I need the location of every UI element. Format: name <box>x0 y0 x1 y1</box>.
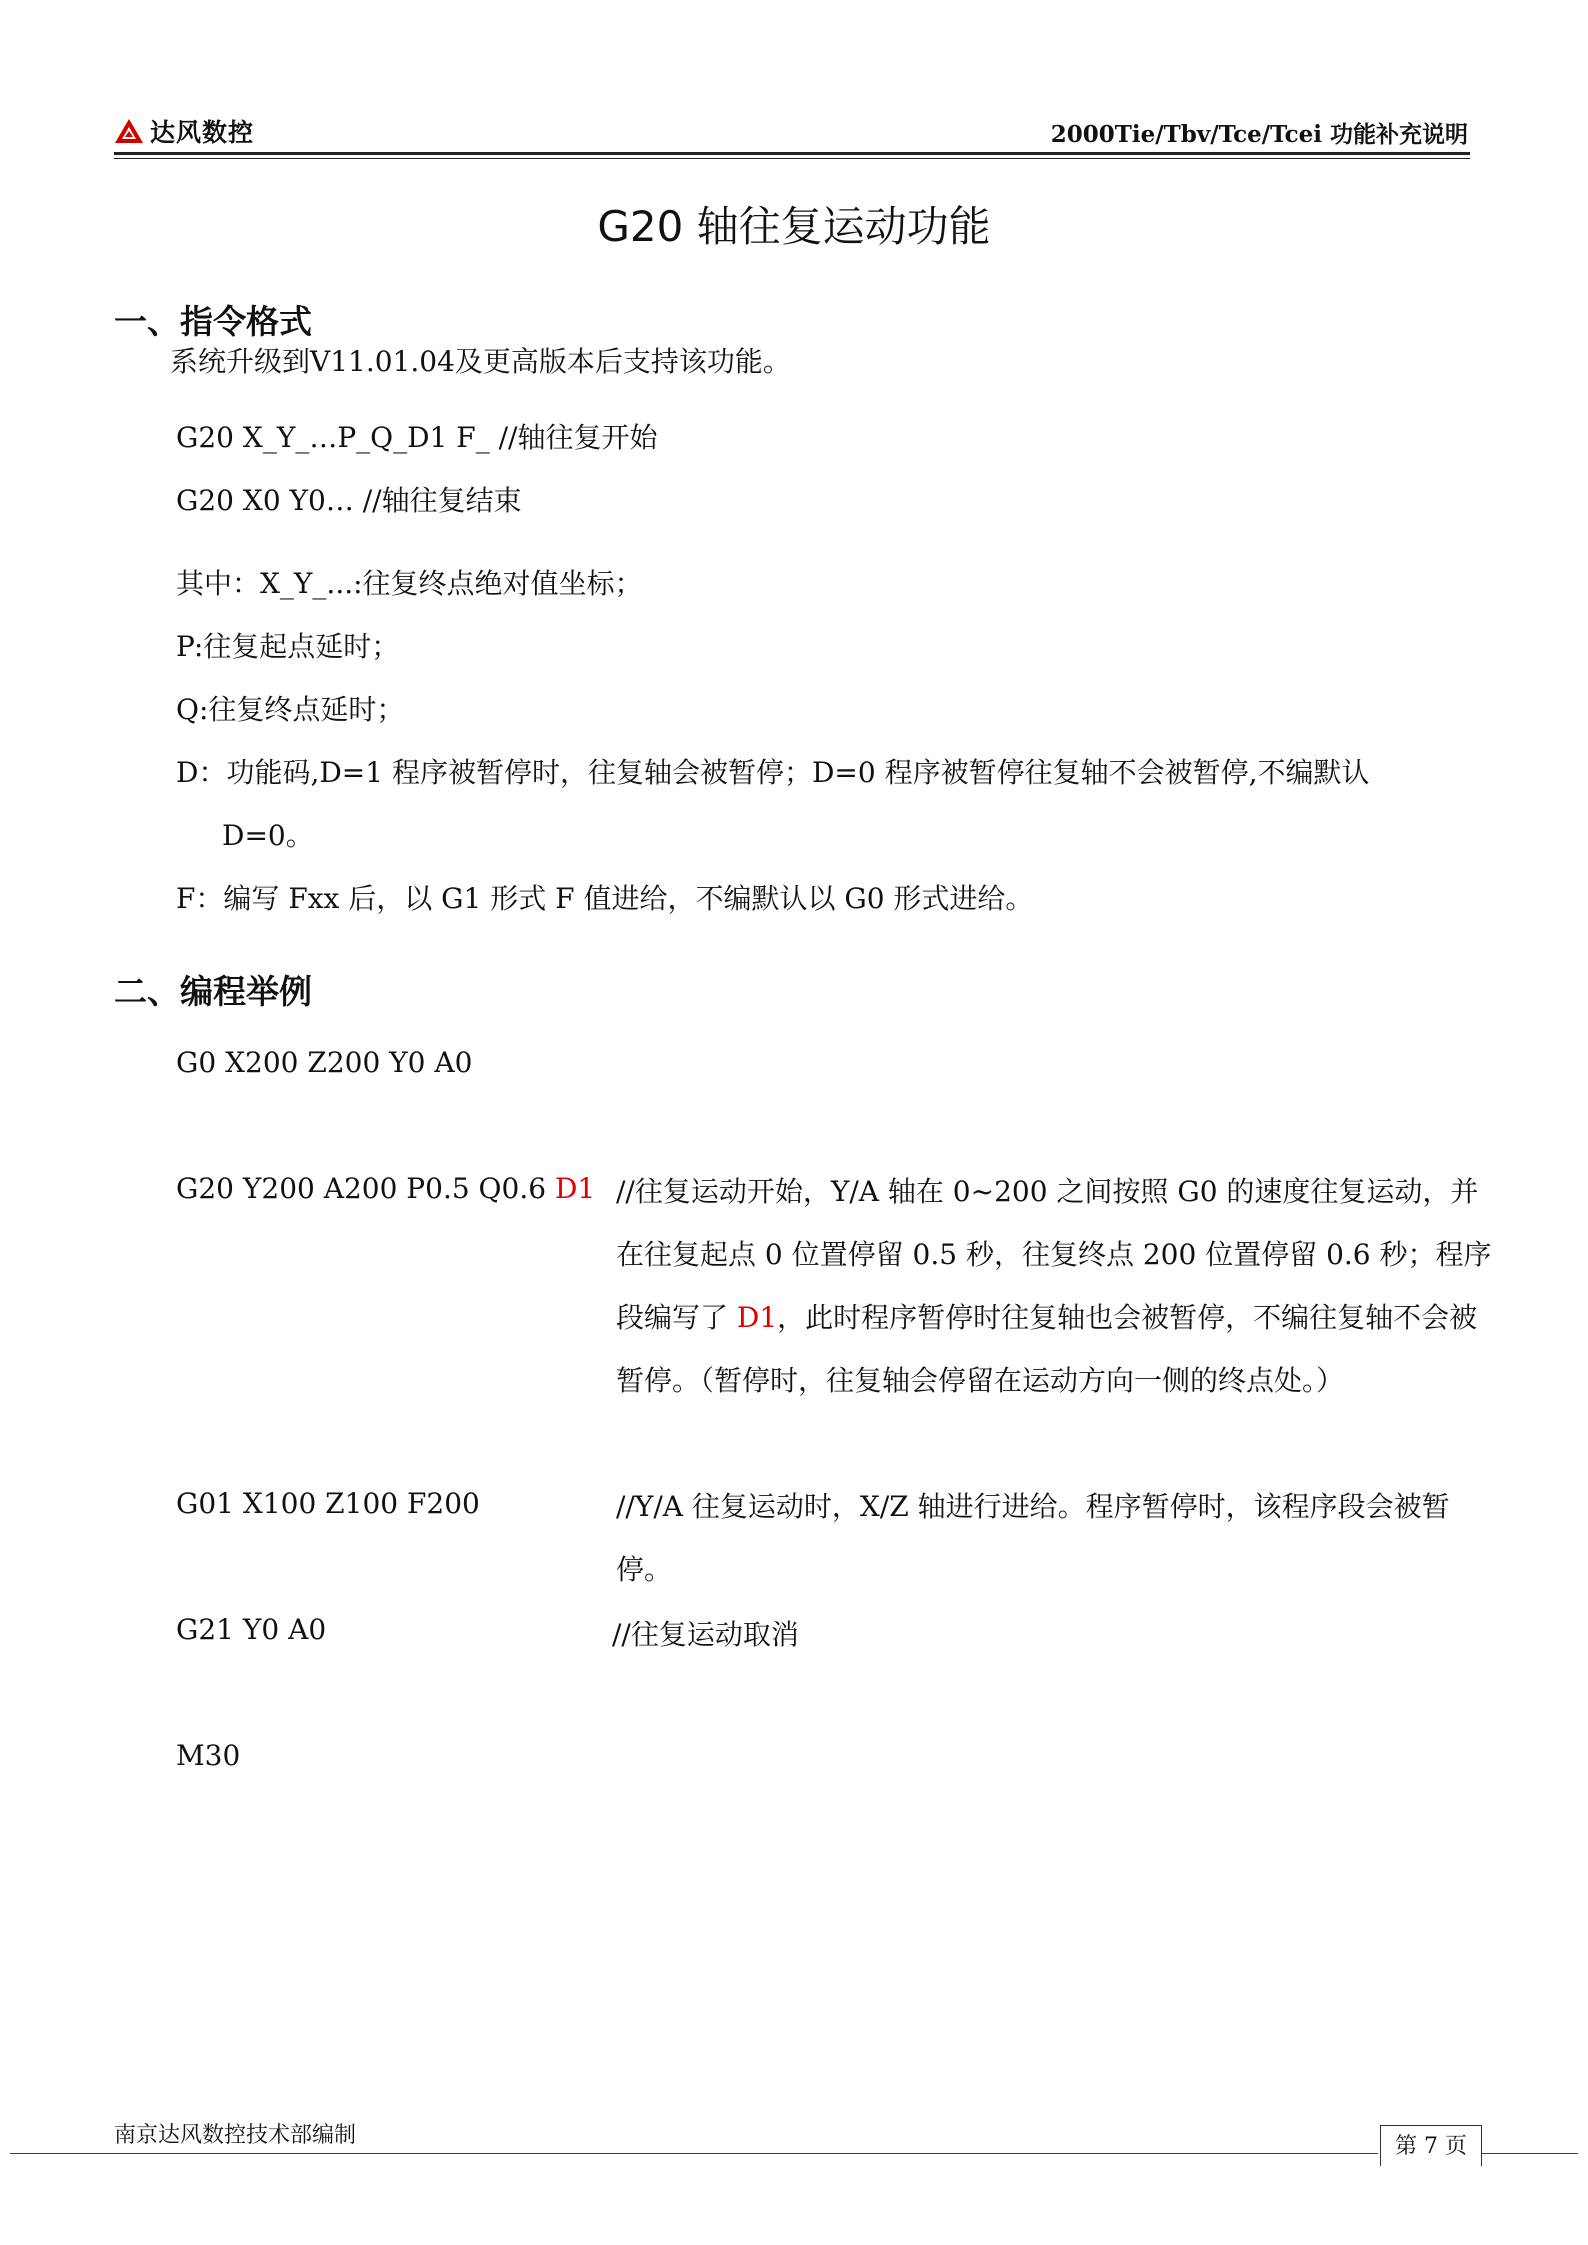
document-title: 2000Tie/Tbv/Tce/Tcei 功能补充说明 <box>1050 121 1468 148</box>
code-line-g21: G21 Y0 A0 <box>176 1613 327 1646</box>
page-title: G20 轴往复运动功能 <box>597 202 991 251</box>
param-d-line2: D=0。 <box>222 819 314 852</box>
footer-rule-right <box>1482 2153 1578 2154</box>
comment-g21: //往复运动取消 <box>612 1618 799 1651</box>
header-rule-thick <box>114 152 1470 155</box>
header-rule-thin <box>114 158 1470 159</box>
param-xy: 其中：X_Y_...:往复终点绝对值坐标； <box>176 567 643 600</box>
company-logo <box>114 113 254 149</box>
param-d-line1: D：功能码,D=1 程序被暂停时，往复轴会被暂停；D=0 程序被暂停往复轴不会被暂停,不编默认 <box>176 756 1370 789</box>
page-number: 第 7 页 <box>1380 2125 1482 2166</box>
section-heading-format: 一、指令格式 <box>114 302 312 341</box>
syntax-start: G20 X_Y_…P_Q_D1 F_ //轴往复开始 <box>176 421 658 454</box>
code-line-g0: G0 X200 Z200 Y0 A0 <box>176 1046 473 1079</box>
intro-text: 系统升级到V11.01.04及更高版本后支持该功能。 <box>170 345 791 378</box>
code-line-g01: G01 X100 Z100 F200 <box>176 1487 480 1520</box>
footer-author: 南京达风数控技术部编制 <box>114 2123 357 2148</box>
param-q: Q:往复终点延时； <box>176 693 405 726</box>
logo-text: 达风数控 <box>150 118 255 147</box>
code-g20-d1: D1 <box>554 1172 596 1205</box>
code-line-m30: M30 <box>176 1739 241 1772</box>
footer-rule <box>10 2153 1378 2154</box>
section-heading-example: 二、编程举例 <box>114 972 312 1011</box>
code-line-g20 <box>176 1172 595 1205</box>
param-f: F：编写 Fxx 后，以 G1 形式 F 值进给，不编默认以 G0 形式进给。 <box>176 882 1034 915</box>
comment-g01: //Y/A 往复运动时，X/Z 轴进行进给。程序暂停时，该程序段会被暂停。 <box>616 1490 1450 1586</box>
code-g20-text: G20 Y200 A200 P0.5 Q0.6 <box>176 1172 555 1205</box>
comment-g20 <box>616 1160 1496 1412</box>
param-p: P:往复起点延时； <box>176 630 400 663</box>
syntax-end: G20 X0 Y0… //轴往复结束 <box>176 484 522 517</box>
triangle-logo-icon <box>114 118 144 144</box>
comment-g20-b: ，此时程序暂停时往复轴也会被暂停，不编往复轴不会被暂停。（暂停时，往复轴会停留在运动方向一侧的终点处。） <box>616 1301 1478 1397</box>
comment-g20-d1: D1 <box>736 1301 778 1334</box>
comment-g20-a: //往复运动开始，Y/A 轴在 0~200 之间按照 G0 的速度往复运动，并在往复起点 0 位置停留 0.5 秒，往复终点 200 位置停留 0.6 秒；程序段编写了 <box>616 1175 1492 1334</box>
